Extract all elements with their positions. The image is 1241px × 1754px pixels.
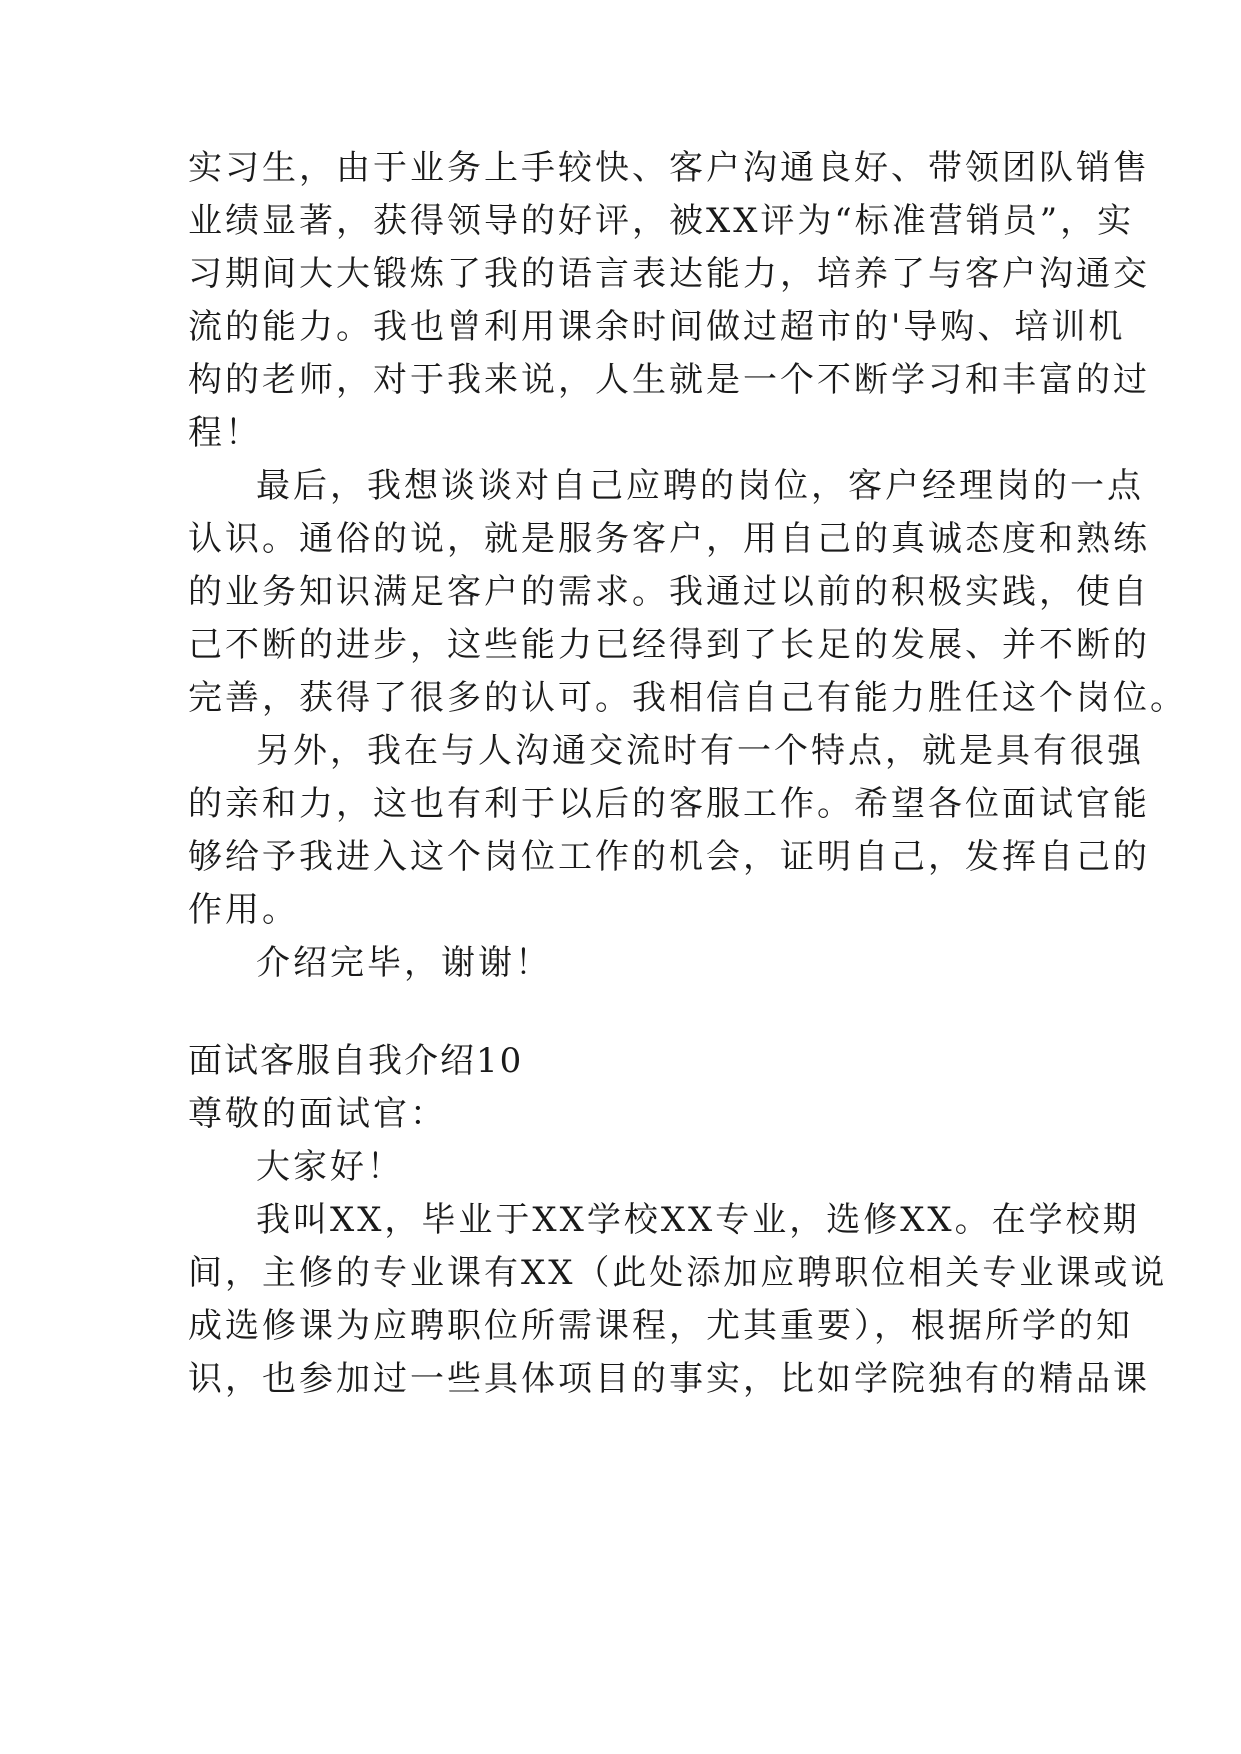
paragraph-3-line: 作用。 — [188, 890, 299, 930]
closing-line: 介绍完毕，谢谢！ — [256, 943, 552, 983]
paragraph-1-line: 习期间大大锻炼了我的语言表达能力，培养了与客户沟通交 — [188, 254, 1150, 294]
paragraph-1-line: 流的能力。我也曾利用课余时间做过超市的'导购、培训机 — [188, 307, 1126, 347]
paragraph-1-line: 实习生，由于业务上手较快、客户沟通良好、带领团队销售 — [188, 148, 1150, 188]
paragraph-2-line: 最后，我想谈谈对自己应聘的岗位，客户经理岗的一点 — [256, 466, 1144, 506]
paragraph-1-line: 程！ — [188, 413, 262, 453]
paragraph-1-line: 业绩显著，获得领导的好评，被XX评为“标准营销员”，实 — [188, 201, 1135, 241]
paragraph-2-line: 认识。通俗的说，就是服务客户，用自己的真诚态度和熟练 — [188, 519, 1150, 559]
salutation: 尊敬的面试官： — [188, 1094, 447, 1134]
paragraph-2-line: 完善，获得了很多的认可。我相信自己有能力胜任这个岗位。 — [188, 678, 1187, 718]
paragraph-4-line: 成选修课为应聘职位所需课程，尤其重要），根据所学的知 — [188, 1306, 1133, 1346]
paragraph-4-line: 识，也参加过一些具体项目的事实，比如学院独有的精品课 — [188, 1359, 1150, 1399]
paragraph-3-line: 另外，我在与人沟通交流时有一个特点，就是具有很强 — [256, 731, 1144, 771]
paragraph-3-line: 的亲和力，这也有利于以后的客服工作。希望各位面试官能 — [188, 784, 1150, 824]
paragraph-1-line: 构的老师，对于我来说，人生就是一个不断学习和丰富的过 — [188, 360, 1150, 400]
paragraph-3-line: 够给予我进入这个岗位工作的机会，证明自己，发挥自己的 — [188, 837, 1150, 877]
paragraph-4-line: 间，主修的专业课有XX（此处添加应聘职位相关专业课或说 — [188, 1253, 1168, 1293]
paragraph-2-line: 的业务知识满足客户的需求。我通过以前的积极实践，使自 — [188, 572, 1150, 612]
section-title: 面试客服自我介绍10 — [188, 1041, 524, 1081]
paragraph-2-line: 己不断的进步，这些能力已经得到了长足的发展、并不断的 — [188, 625, 1150, 665]
greeting: 大家好！ — [256, 1147, 404, 1187]
paragraph-4-line: 我叫XX，毕业于XX学校XX专业，选修XX。在学校期 — [256, 1200, 1140, 1240]
